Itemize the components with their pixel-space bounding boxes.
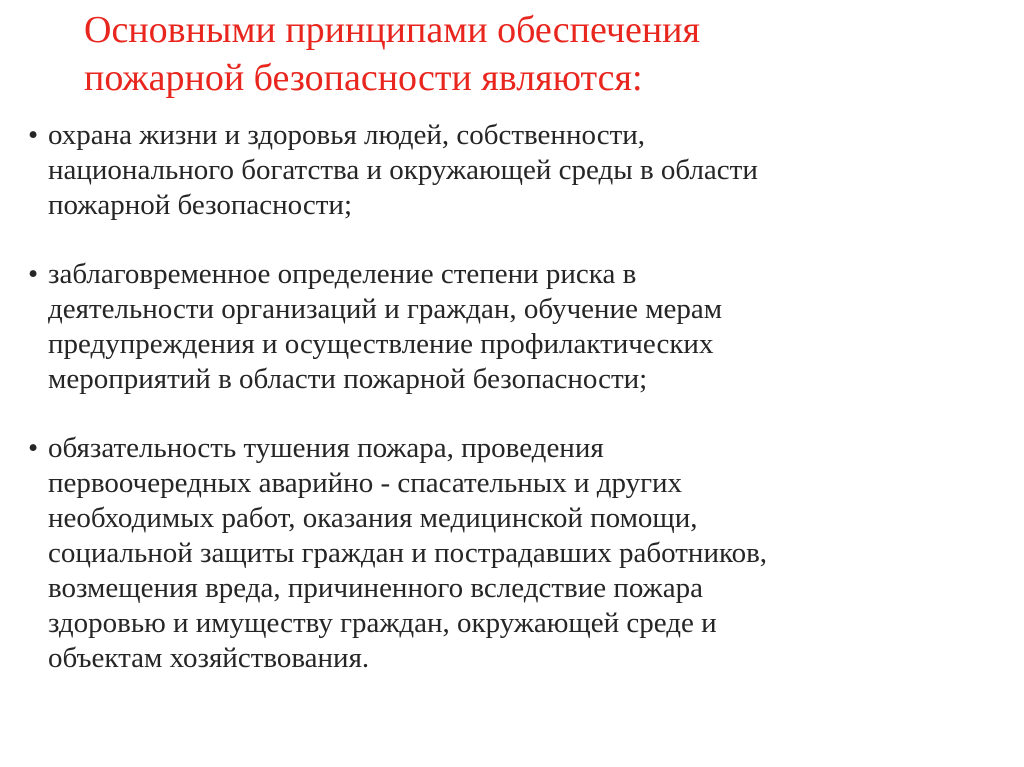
bullet-line: национального богатства и окружающей среды в области (48, 154, 758, 186)
bullet-line: социальной защиты граждан и пострадавших работников, (48, 537, 768, 569)
bullet-line: здоровью и имуществу граждан, окружающей среде и (48, 607, 717, 639)
slide-title (84, 6, 984, 102)
bullet-line: мероприятий в области пожарной безопасности; (48, 363, 648, 395)
bullet-line: необходимых работ, оказания медицинской помощи, (48, 502, 698, 534)
bullet-line: деятельности организаций и граждан, обучение мерам (48, 293, 723, 325)
bullet-icon: • (28, 432, 39, 464)
bullet-line: предупреждения и осуществление профилактических (48, 328, 714, 360)
bullet-list (28, 118, 1008, 676)
bullet-line: первоочередных аварийно - спасательных и других (48, 467, 683, 499)
bullet-item (28, 431, 1008, 676)
bullet-line: возмещения вреда, причиненного вследствие пожара (48, 572, 703, 604)
bullet-line: обязательность тушения пожара, проведения (48, 432, 604, 464)
bullet-icon: • (28, 119, 39, 151)
bullet-icon: • (28, 258, 39, 290)
bullet-line: пожарной безопасности; (48, 189, 353, 221)
bullet-line: объектам хозяйствования. (48, 642, 370, 674)
bullet-line: охрана жизни и здоровья людей, собственности, (48, 119, 646, 151)
title-line: Основными принципами обеспечения (84, 9, 700, 51)
bullet-line: заблаговременное определение степени риска в (48, 258, 637, 290)
bullet-item (28, 118, 1008, 223)
title-line: пожарной безопасности являются: (84, 57, 643, 99)
bullet-item (28, 257, 1008, 397)
